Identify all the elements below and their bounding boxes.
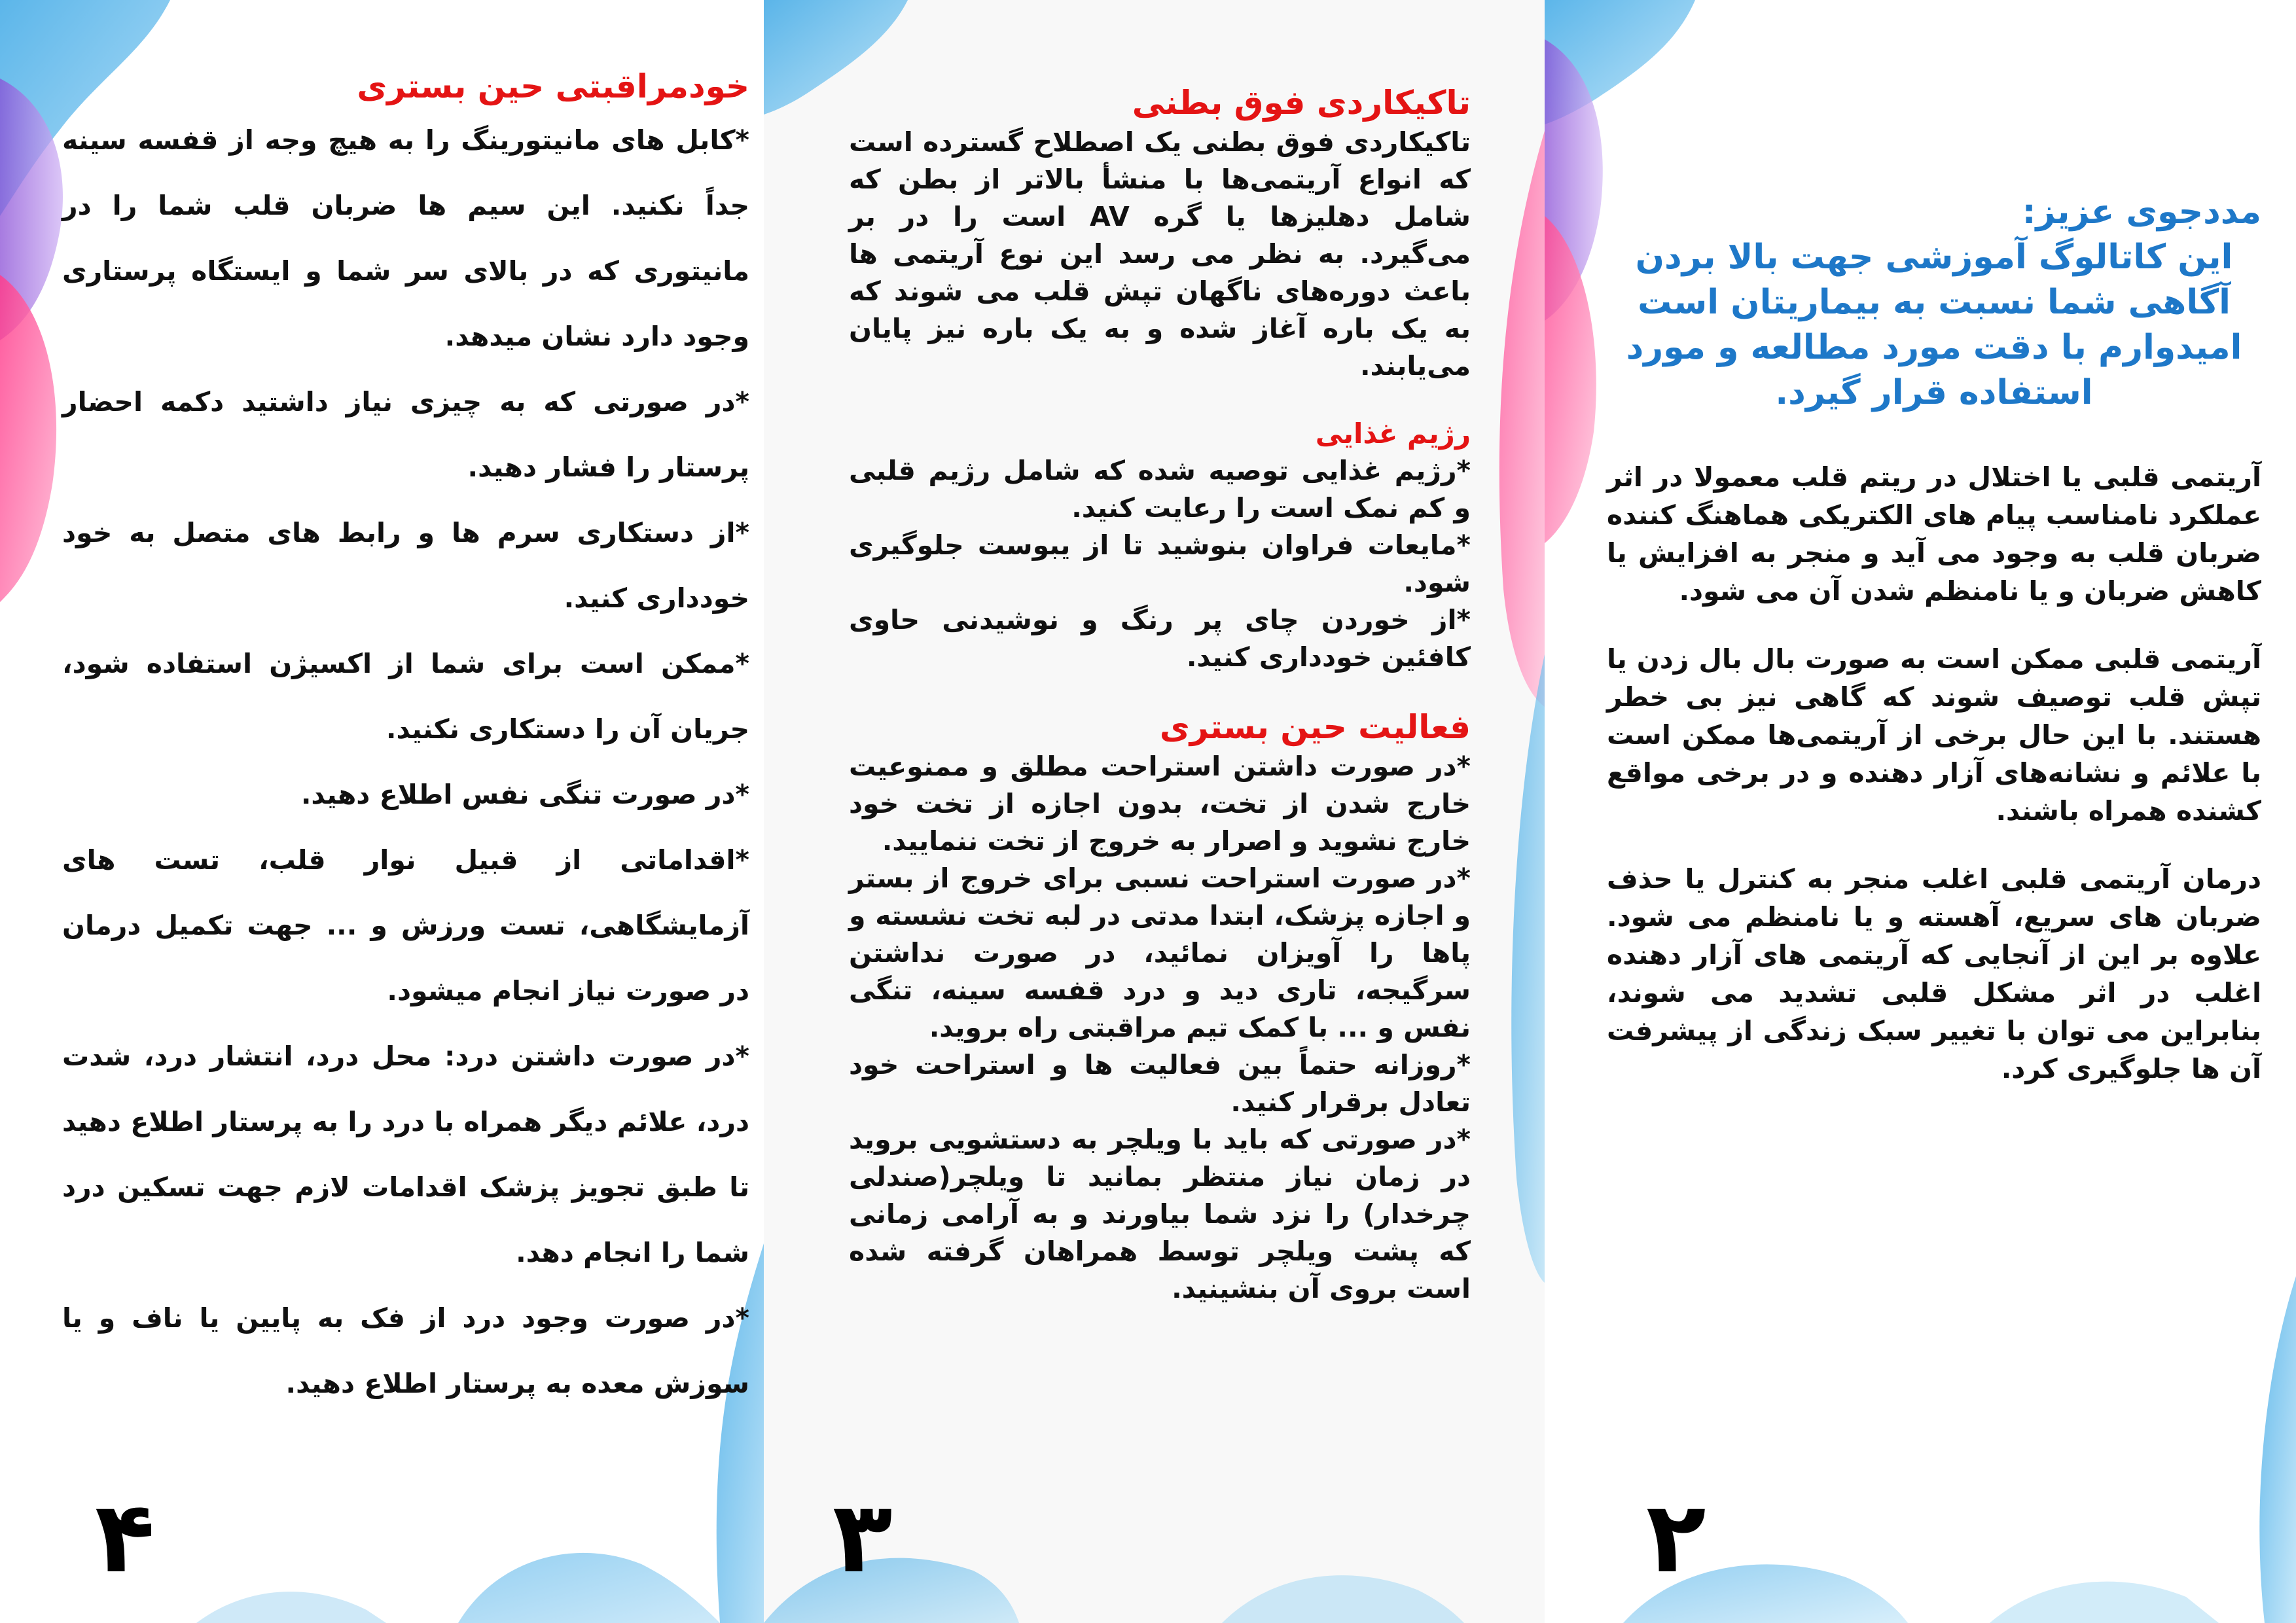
self-care-item: *در صورت وجود درد از فک به پایین یا ناف و یا سوزش معده به پرستار اطلاع دهید.	[62, 1302, 749, 1399]
page-number: ۲	[1646, 1481, 1706, 1595]
activity-item: *روزانه حتماً بین فعالیت ها و استراحت خود تعادل برقرار کنید.	[849, 1049, 1471, 1118]
diet-item: *رژیم غذایی توصیه شده که شامل رژیم قلبی و کم نمک است را رعایت کنید.	[849, 455, 1471, 524]
self-care-item: *در صورت داشتن درد: محل درد، انتشار درد، شدت درد، علائم دیگر همراه با درد را به پرستار اطلاع دهید تا طبق تجویز پزشک اقدامات لازم جهت تسکین درد شما را انجام دهد.	[62, 1041, 749, 1268]
panel-page-2	[1545, 0, 2296, 1623]
self-care-item: *در صورت تنگی نفس اطلاع دهید.	[300, 779, 749, 810]
self-care-item: *ممکن است برای شما از اکسیژن استفاده شود، جریان آن را دستکاری نکنید.	[62, 648, 749, 745]
page-number: ۳	[833, 1481, 893, 1595]
svt-heading: تاکیکاردی فوق بطنی	[1132, 84, 1471, 122]
panel-page-4	[0, 0, 764, 1623]
activity-item: *در صورتی که باید با ویلچر به دستشویی بروید در زمان نیاز منتظر بمانید تا ویلچر(صندلی چرخدار) را نزد شما بیاورند و به آرامی زمانی که پشت ویلچر توسط همراهان گرفته شده است بروی آن بنشینید.	[849, 1124, 1471, 1304]
intro-text: این کاتالوگ آموزشی جهت بالا بردن آگاهی شما نسبت به بیماریتان است امیدوارم با دقت مورد مطالعه و مورد استفاده قرار گیرد.	[1626, 238, 2242, 412]
arrhythmia-paragraph: درمان آریتمی قلبی اغلب منجر به کنترل یا حذف ضربان های سریع، آهسته و یا نامنظم می شود. علاوه بر این از آنجایی که آریتمی های آزار دهنده اغلب در اثر مشکل قلبی تشدید می شوند، بنابراین می توان با تغییر سبک زندگی از پیشرفت آن ها جلوگیری کرد.	[1607, 863, 2261, 1084]
diet-item: *از خوردن چای پر رنگ و نوشیدنی حاوی کافئین خودداری کنید.	[849, 604, 1471, 673]
self-care-item: *در صورتی که به چیزی نیاز داشتید دکمه احضار پرستار را فشار دهید.	[62, 386, 749, 483]
self-care-item: *کابل های مانیتورینگ را به هیچ وجه از قفسه سینه جداً نکنید. این سیم ها ضربان قلب شما را در مانیتوری که در بالای سر شما و ایستگاه پرستاری وجود دارد نشان میدهد.	[62, 124, 749, 352]
panel-page-3	[764, 0, 1545, 1623]
arrhythmia-paragraph: آریتمی قلبی ممکن است به صورت بال بال زدن یا تپش قلب توصیف شوند که گاهی نیز بی خطر هستند. با این حال برخی از آریتمی‌ها ممکن است با علائم و نشانه‌های آزار دهنده و در برخی مواقع کشنده همراه باشند.	[1607, 643, 2261, 827]
svt-section	[849, 82, 1471, 1308]
activity-item: *در صورت داشتن استراحت مطلق و ممنوعیت خارج شدن از تخت، بدون اجازه از تخت خود خارج نشوید و اصرار به خروج از تخت ننمایید.	[849, 751, 1471, 857]
page-number: ۴	[95, 1481, 155, 1595]
svt-intro: تاکیکاردی فوق بطنی یک اصطلاح گسترده است که انواع آریتمی‌ها با منشأ بالاتر از بطن که شامل دهلیزها یا گره AV است را در بر می‌گیرد. به نظر می رسد این نوع آریتمی ها باعث دوره‌های ناگهان تپش قلب می شوند که به یک باره آغاز شده و به یک باره نیز پایان می‌یابند.	[849, 126, 1471, 382]
arrhythmia-section	[1607, 190, 2261, 1088]
intro-block	[1607, 190, 2261, 416]
self-care-item: *از دستکاری سرم ها و رابط های متصل به خود خودداری کنید.	[62, 517, 749, 614]
arrhythmia-paragraph: آریتمی قلبی یا اختلال در ریتم قلب معمولا در اثر عملکرد نامناسب پیام های الکتریکی هماهنگ کننده ضربان قلب به وجود می آید و منجر به افزایش یا کاهش ضربان و یا نامنظم شدن آن می شود.	[1607, 461, 2261, 607]
self-care-item: *اقداماتی از قبیل نوار قلب، تست های آزمایشگاهی، تست ورزش و ... جهت تکمیل درمان در صورت نیاز انجام میشود.	[62, 844, 749, 1007]
diet-heading: رژیم غذایی	[1315, 418, 1471, 450]
activity-item: *در صورت استراحت نسبی برای خروج از بستر و اجازه پزشک، ابتدا مدتی در لبه تخت نشسته و پاها را آویزان نمائید، در صورت نداشتن سرگیجه، تاری دید و درد قفسه سینه، تنگی نفس و ... با کمک تیم مراقبتی راه بروید.	[849, 863, 1471, 1043]
self-care-heading: خودمراقبتی حین بستری	[357, 67, 749, 105]
activity-heading: فعالیت حین بستری	[1159, 708, 1471, 746]
intro-title: مددجوی عزیز:	[2022, 192, 2261, 232]
diet-item: *مایعات فراوان بنوشید تا از یبوست جلوگیری شود.	[849, 529, 1471, 598]
self-care-section	[62, 65, 749, 1416]
